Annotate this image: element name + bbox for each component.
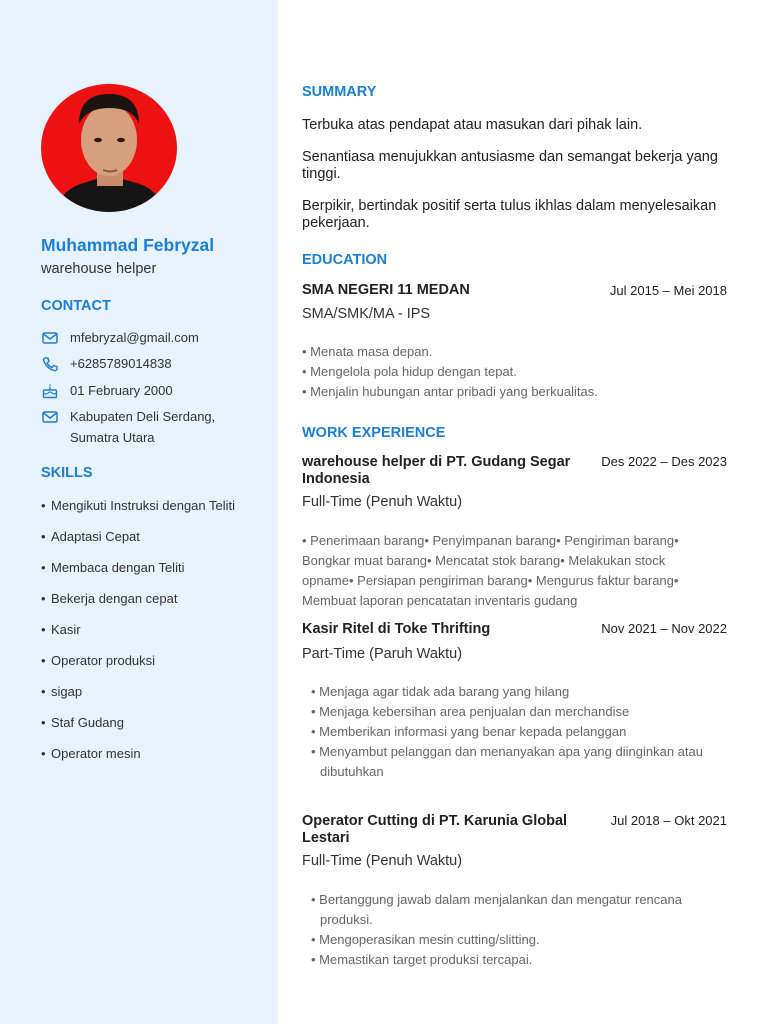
education-dates: Jul 2015 – Mei 2018: [609, 283, 727, 298]
skill-item: • Staf Gudang: [41, 715, 124, 730]
list-item: • Memastikan target produksi tercapai.: [311, 952, 533, 967]
contact-heading: CONTACT: [41, 298, 111, 314]
list-item: • Mengoperasikan mesin cutting/slitting.: [311, 932, 540, 947]
profile-role: warehouse helper: [41, 261, 157, 277]
education-program: SMA/SMK/MA - IPS: [302, 306, 431, 322]
job-description: • Penerimaan barang• Penyimpanan barang• Pengiriman barang• Bongkar muat barang• Mencatat stok barang• Melakukan stock opname• Persiapan pengiriman barang• Mengurus faktur barang• Membuat laporan pencatatan inventaris gudang: [302, 533, 679, 608]
list-item: • Menata masa depan.: [302, 344, 433, 359]
list-item: • Menjaga kebersihan area penjualan dan merchandise: [311, 704, 630, 719]
job-bullets: [311, 890, 721, 970]
job-bullets: [311, 682, 726, 782]
job-dates: Jul 2018 – Okt 2021: [610, 813, 727, 828]
work-heading: WORK EXPERIENCE: [302, 425, 446, 441]
profile-name: Muhammad Febryzal: [41, 235, 215, 255]
contact-address-line1: Kabupaten Deli Serdang,: [70, 409, 216, 424]
cake-icon: [41, 383, 59, 399]
education-heading: EDUCATION: [302, 252, 388, 268]
skill-item: • Membaca dengan Teliti: [41, 560, 185, 575]
list-item: • Memberikan informasi yang benar kepada pelanggan: [311, 724, 627, 739]
education-bullets: [302, 342, 598, 402]
job-type: Part-Time (Paruh Waktu): [302, 646, 463, 662]
job-title: Kasir Ritel di Toke Thrifting: [302, 621, 491, 637]
profile-photo: [41, 84, 177, 212]
skills-heading: SKILLS: [41, 465, 93, 481]
envelope-icon: [41, 409, 59, 425]
skills-list: [41, 498, 235, 777]
list-item: • Menjaga agar tidak ada barang yang hilang: [311, 684, 570, 699]
list-item: • Bertanggung jawab dalam menjalankan dan mengatur rencana produksi.: [311, 892, 682, 927]
list-item: • Menjalin hubungan antar pribadi yang berkualitas.: [302, 384, 598, 399]
job-type: Full-Time (Penuh Waktu): [302, 853, 463, 869]
skill-item: • Kasir: [41, 622, 81, 637]
job-title: warehouse helper di PT. Gudang Segar Indonesia: [302, 454, 571, 487]
envelope-icon: [41, 330, 59, 346]
job-dates: Des 2022 – Des 2023: [601, 454, 727, 469]
list-item: • Menyambut pelanggan dan menanyakan apa yang diinginkan atau dibutuhkan: [311, 744, 703, 779]
job-dates: Nov 2021 – Nov 2022: [601, 621, 727, 636]
contact-phone-text: +6285789014838: [70, 356, 172, 371]
education-school: SMA NEGERI 11 MEDAN: [302, 282, 470, 298]
skill-item: • Mengikuti Instruksi dengan Teliti: [41, 498, 236, 513]
phone-icon: [41, 356, 59, 372]
skill-item: • sigap: [41, 684, 83, 699]
summary-heading: SUMMARY: [302, 84, 377, 100]
contact-address: [41, 406, 271, 450]
job-type: Full-Time (Penuh Waktu): [302, 494, 463, 510]
summary-paragraph: Senantiasa menujukkan antusiasme dan semangat bekerja yang tinggi.: [302, 149, 718, 182]
contact-birthday-text: 01 February 2000: [70, 383, 173, 398]
summary-paragraph: Terbuka atas pendapat atau masukan dari pihak lain.: [302, 117, 643, 133]
job-title: Operator Cutting di PT. Karunia Global Lestari: [302, 813, 568, 846]
skill-item: • Bekerja dengan cepat: [41, 591, 178, 606]
summary-paragraph: Berpikir, bertindak positif serta tulus ikhlas dalam menyelesaikan pekerjaan.: [302, 198, 717, 231]
contact-address-line2: Sumatra Utara: [70, 430, 155, 445]
contact-email-text: mfebryzal@gmail.com: [70, 330, 199, 345]
skill-item: • Operator produksi: [41, 653, 156, 668]
skill-item: • Adaptasi Cepat: [41, 529, 140, 544]
list-item: • Mengelola pola hidup dengan tepat.: [302, 364, 517, 379]
skill-item: • Operator mesin: [41, 746, 141, 761]
